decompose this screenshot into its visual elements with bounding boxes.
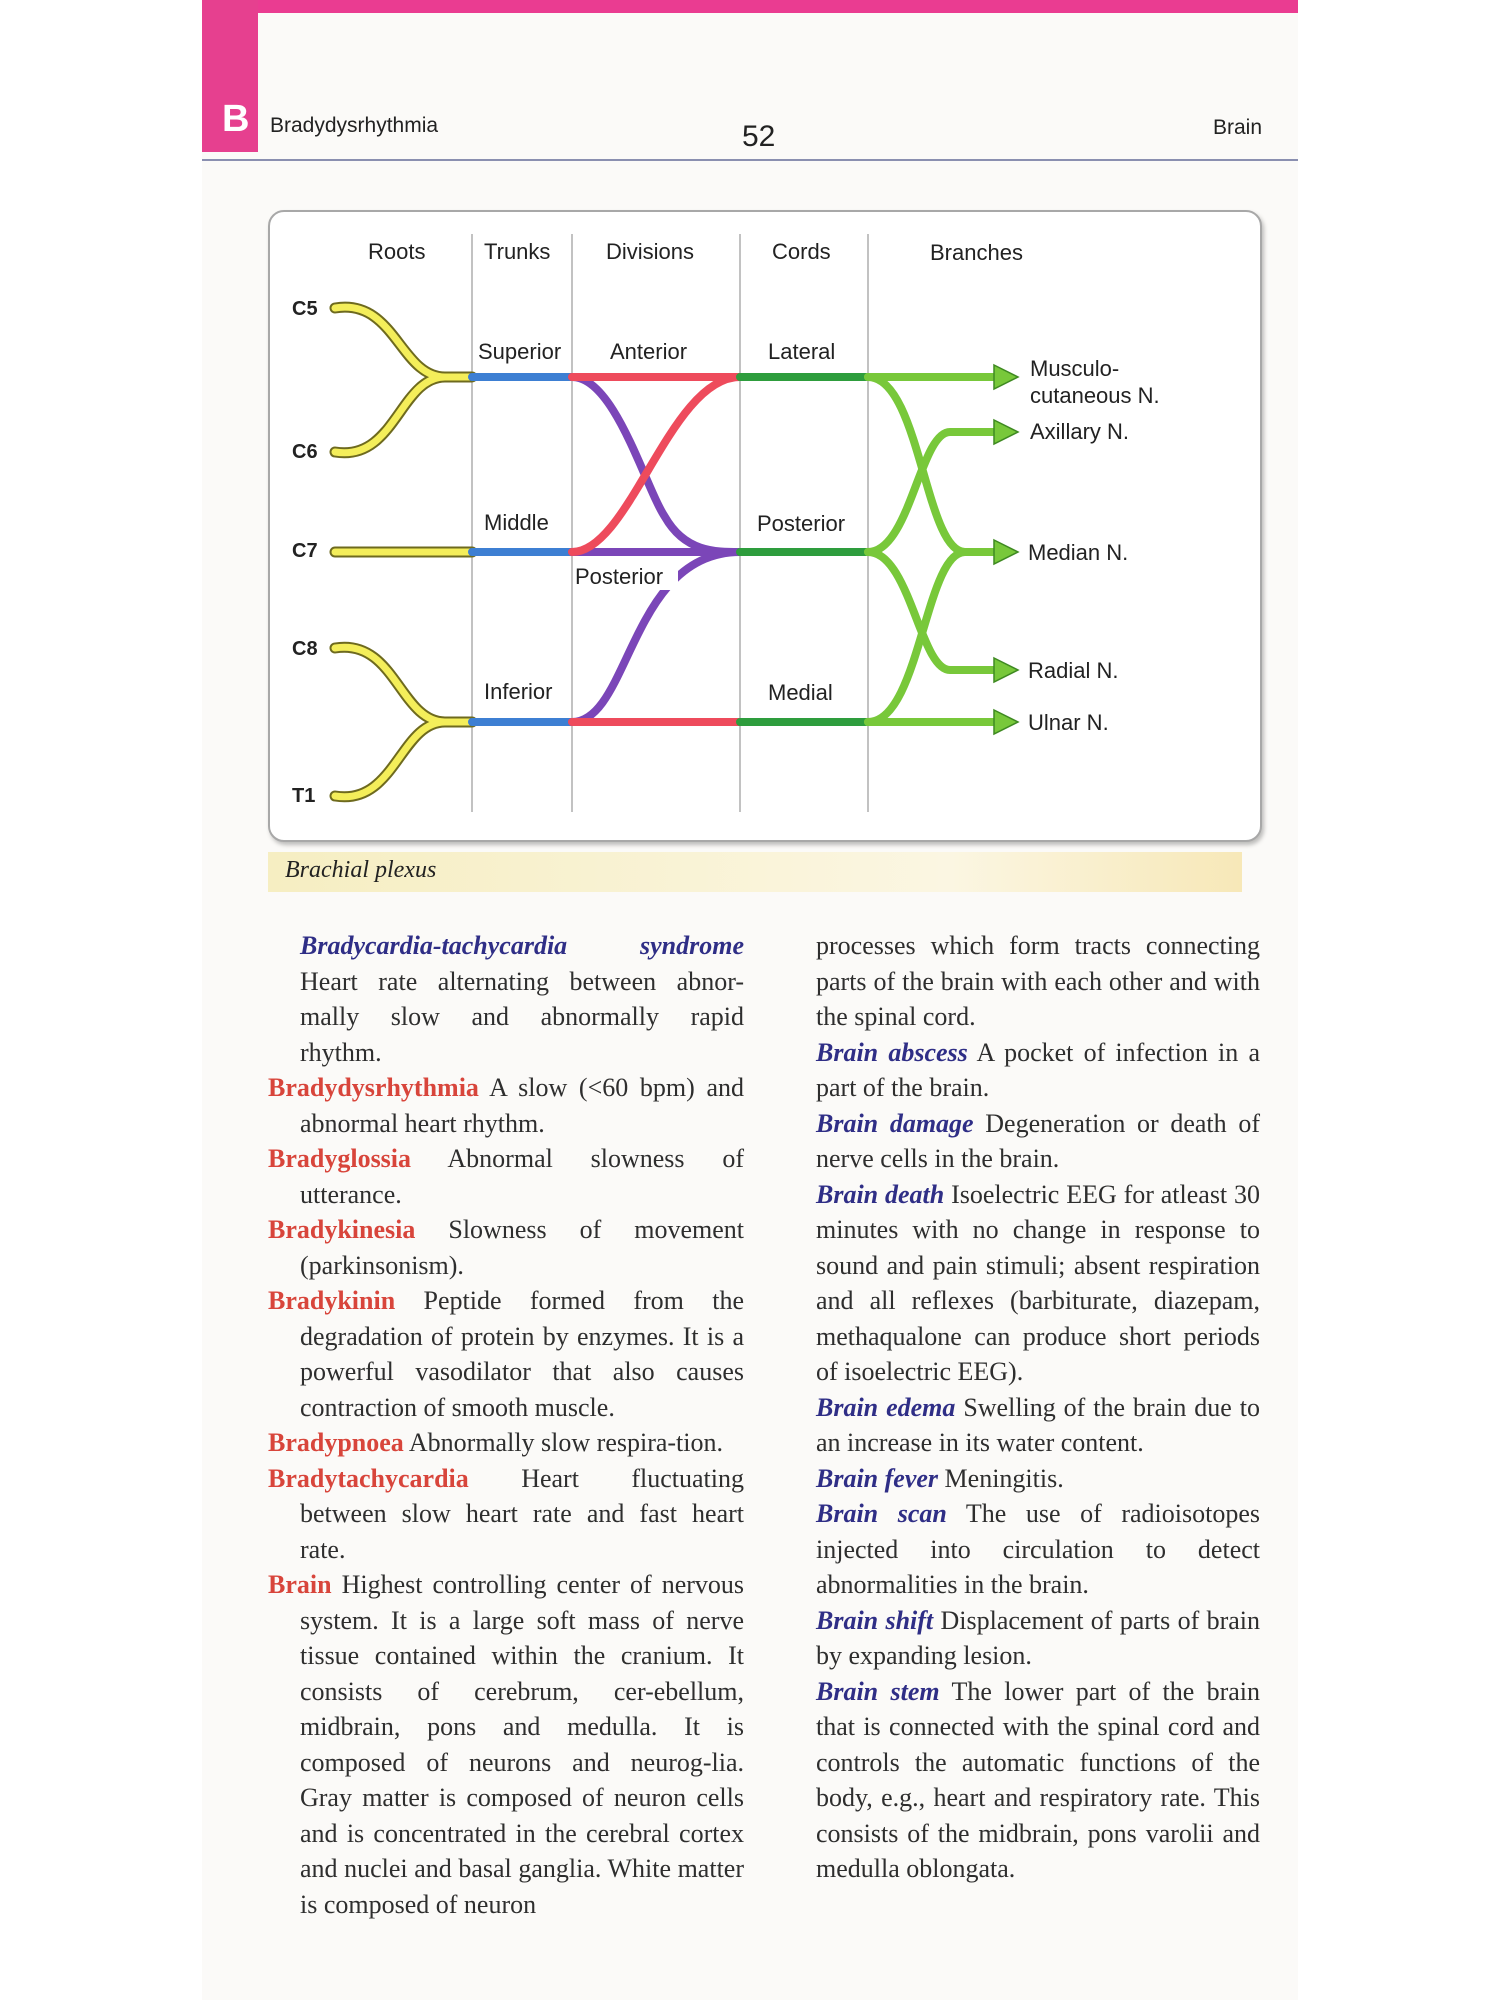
entry-brain-damage (816, 1106, 1260, 1177)
division-label-posterior: Posterior (575, 564, 664, 589)
entry-text: Abnormal slowness of utterance. (300, 1144, 744, 1209)
entry-text: Peptide formed from the degradation of protein by enzymes. It is a powerful vasodilator that also causes contraction of smooth muscle. (300, 1286, 745, 1422)
col-heading-roots: Roots (368, 239, 426, 264)
entry-term: Bradypnoea (268, 1428, 404, 1457)
entry-text: Abnormally slow respira-tion. (408, 1428, 723, 1457)
trunk-label-inferior: Inferior (484, 679, 553, 704)
entry-line: Heart rate alternating between abnor- (300, 966, 744, 996)
nerve-label-cutaneous: cutaneous N. (1030, 383, 1160, 408)
nerve-label-radial: Radial N. (1028, 658, 1119, 683)
arrowhead-axillary (994, 420, 1018, 444)
trunk-label-middle: Middle (484, 510, 549, 535)
entry-brain (268, 1567, 744, 1922)
entry-text: Swelling of the brain due to an increase in its water content. (816, 1392, 1260, 1457)
anterior-division-middle (572, 377, 740, 552)
entry-term: Brain edema (816, 1392, 956, 1422)
section-tab-letter: B (222, 98, 250, 140)
entry-term: Bradytachycardia (268, 1463, 469, 1493)
entry-bradydysrhythmia (268, 1070, 744, 1141)
entry-text: Highest controlling center of nervous system. It is a large soft mass of nerve tissue contained within the cranium. It consists of cerebrum, cer-ebellum, midbrain, pons and medulla. It is composed of neurons and neurog-lia. Gray matter is composed of neuron cells and is concentrated in the cerebral cortex and nuclei and basal ganglia. White matter is composed of neuron (300, 1570, 745, 1919)
entry-term: Brain death (816, 1179, 945, 1209)
division-label-anterior: Anterior (610, 339, 688, 364)
header-rule (202, 159, 1298, 161)
arrowhead-median (994, 540, 1018, 564)
entry-text: The lower part of the brain that is connected with the spinal cord and controls the automatic functions of the body, e.g., heart and respiratory rate. This consists of the midbrain, pons varolii and medulla oblongata. (816, 1676, 1261, 1883)
root-label-c6: C6 (292, 441, 318, 463)
entry-brain-shift (816, 1603, 1260, 1674)
entry-brain-abscess (816, 1035, 1260, 1106)
entry-text: Displacement of parts of brain by expanding lesion. (816, 1605, 1261, 1670)
col-heading-branches: Branches (930, 240, 1023, 265)
nerve-label-ulnar: Ulnar N. (1028, 710, 1109, 735)
entry-text: A pocket of infection in a part of the brain. (816, 1037, 1260, 1102)
col-heading-cords: Cords (772, 239, 831, 264)
branch-median-lateral-root (868, 377, 998, 552)
entry-term: Bradycardia-tachycardia syndrome (300, 931, 744, 960)
entry-text: Heart fluctuating between slow heart rate and fast heart rate. (300, 1463, 745, 1564)
cord-label-posterior: Posterior (757, 511, 846, 536)
posterior-divisions (572, 377, 740, 722)
entry-term: Brain scan (816, 1499, 947, 1528)
entry-bradycardia-tachycardia (268, 928, 744, 1070)
entry-brain-fever (816, 1461, 1260, 1497)
entry-bradykinesia (268, 1212, 744, 1283)
top-color-bar (202, 0, 1298, 13)
arrowheads (994, 365, 1018, 734)
arrowhead-musculocutaneous (994, 365, 1018, 389)
entry-line: mally slow and abnormally rapid (300, 1002, 744, 1031)
branches (868, 377, 998, 722)
root-label-c8: C8 (292, 638, 318, 660)
root-label-t1: T1 (292, 785, 316, 807)
nerve-labels (1028, 356, 1160, 735)
entry-term: Brain damage (816, 1108, 974, 1138)
entry-term: Brain abscess (816, 1037, 968, 1067)
right-text-column (816, 928, 1260, 1887)
cords (740, 377, 868, 722)
nerve-label-axillary: Axillary N. (1030, 419, 1130, 444)
entry-bradytachycardia (268, 1461, 744, 1568)
figure-caption: Brachial plexus (285, 857, 437, 883)
branch-median-medial-root (868, 552, 965, 722)
col-heading-trunks: Trunks (484, 239, 551, 264)
nerve-label-median: Median N. (1028, 540, 1129, 565)
entry-bradypnoea (268, 1425, 744, 1461)
arrowhead-ulnar (994, 710, 1018, 734)
root-label-c7: C7 (292, 540, 318, 562)
entry-term: Brain (268, 1570, 332, 1599)
brachial-plexus-diagram (270, 212, 1258, 838)
entry-text: The use of radioisotopes injected into circulation to detect abnormalities in the brain. (816, 1499, 1260, 1599)
entry-term: Bradykinin (268, 1286, 396, 1315)
entry-brain-stem (816, 1674, 1260, 1887)
entry-text: A slow (<60 bpm) and abnormal heart rhythm. (300, 1073, 744, 1138)
entry-text: Slowness of movement (parkinsonism). (300, 1215, 744, 1280)
nerve-label-musculo: Musculo- (1030, 356, 1120, 381)
entry-brain-edema (816, 1390, 1260, 1461)
running-head-left: Bradydysrhythmia (270, 114, 439, 137)
entry-brain-continued: processes which form tracts connecting parts of the brain with each other and with the spinal cord. (816, 931, 1260, 1031)
running-head-right: Brain (1213, 116, 1263, 139)
arrowhead-radial (994, 658, 1018, 682)
cord-label-medial: Medial (768, 680, 833, 705)
left-text-column (268, 928, 744, 1922)
entry-term: Bradydysrhythmia (268, 1073, 479, 1102)
trunks (472, 377, 572, 722)
trunk-label-superior: Superior (478, 339, 562, 364)
cord-label-lateral: Lateral (768, 339, 836, 364)
root-c6 (335, 377, 445, 453)
root-t1 (335, 722, 445, 797)
entry-bradykinin (268, 1283, 744, 1425)
entry-bradyglossia (268, 1141, 744, 1212)
entry-text: Isoelectric EEG for atleast 30 minutes with no change in response to sound and pain stimuli; absent respiration and all reflexes (barbiturate, diazepam, methaqualone can produce short periods of isoelectric EEG). (816, 1179, 1261, 1386)
entry-term: Brain shift (816, 1605, 934, 1635)
page-number: 52 (742, 120, 776, 153)
entry-text: Degeneration or death of nerve cells in the brain. (816, 1108, 1260, 1173)
entry-text: Meningitis. (944, 1463, 1064, 1493)
root-label-c5: C5 (292, 298, 318, 320)
col-heading-divisions: Divisions (606, 239, 695, 264)
entry-term: Brain stem (816, 1676, 940, 1706)
entry-term: Bradyglossia (268, 1144, 412, 1173)
entry-line: rhythm. (300, 1037, 382, 1067)
entry-term: Brain fever (816, 1463, 939, 1493)
entry-brain-death (816, 1177, 1260, 1390)
part-labels (476, 337, 845, 705)
entry-term: Bradykinesia (268, 1215, 416, 1244)
entry-brain-scan (816, 1496, 1260, 1603)
